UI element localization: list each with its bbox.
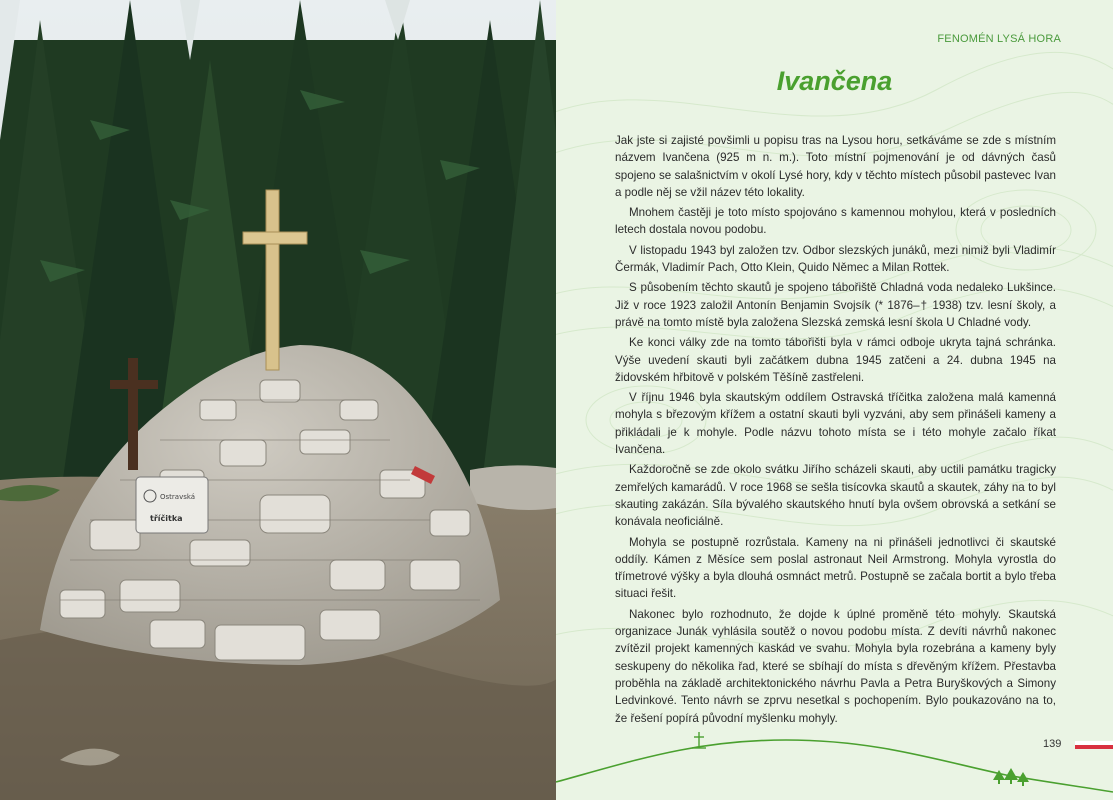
paragraph: V listopadu 1943 byl založen tzv. Odbor slezských junáků, mezi nimiž byli Vladimír Čermák, Vladimír Pach, Otto Klein, Quido Němec a Milan Rottek. (615, 243, 1056, 275)
stone-plaque (136, 477, 208, 533)
running-head: FENOMÉN LYSÁ HORA (937, 33, 1061, 45)
text-page (556, 0, 1113, 800)
plaque-line-1: Ostravská (160, 493, 196, 501)
cairn-photo-illustration (0, 0, 556, 800)
hill-decoration (556, 720, 1113, 800)
paragraph: Ke konci války zde na tomto tábořišti byla v rámci odboje ukryta tajná schránka. Výše uvedení skauti byli začátkem dubna 1945 zatčeni a 24. dubna 1945 na židovském hřbitově v polském Těšíně zastřeleni. (615, 336, 1056, 384)
paragraph: Mnohem častěji je toto místo spojováno s kamennou mohylou, která v posledních letech dostala novou podobu. (615, 206, 1056, 237)
page-number: 139 (1043, 738, 1062, 750)
trees-icon (993, 768, 1029, 786)
paragraph: V říjnu 1946 byla skautským oddílem Ostravská tříčitka založena malá kamenná mohyla s březovým křížem a ostatní skauti byli vyzváni, aby sem přinášeli kameny a přikládali je k mohyle. Podle názvu tohoto místa se i této mohyle začalo říkat Ivančena. (615, 391, 1056, 457)
paragraph: Jak jste si zajisté povšimli u popisu tras na Lysou horu, setkáváme se zde s místním názvem Ivančena (925 m n. m.). Toto místní pojmenování je od dávných časů spojeno se salašnictvím v okolí Lysé hory, kdy v těchto místech působil pastevec Ivan a podle něj se vžil název této lokality. (615, 134, 1056, 199)
article-body (615, 132, 1056, 730)
plaque-line-2: tříčitka (150, 514, 183, 523)
cairn-photograph (0, 0, 556, 800)
paragraph: Mohyla se postupně rozrůstala. Kameny na ni přinášeli jednotlivci či skautské oddíly. Kámen z Měsíce sem poslal astronaut Neil Armstrong. Mohyla vyrostla do třímetrové výšky a byla dlouhá osmnáct metrů. Postupně se začala bortit a bylo třeba situaci řešit. (615, 535, 1056, 601)
chapter-title: Ivančena (776, 66, 893, 96)
paragraph: Každoročně se zde okolo svátku Jiřího scházeli skauti, aby uctili památku tragicky zemřelých kamarádů. V roce 1968 se sešla tisícovka skautů a skautek, záhy na to byl skauting zakázán. Síla bývalého skautského hnutí byla ovšem obrovská a setkání se konávala neoficiálně. (615, 463, 1056, 529)
flag-tab (1075, 741, 1113, 749)
paragraph: S působením těchto skautů je spojeno tábořiště Chladná voda nedaleko Lukšince. Již v roce 1923 založil Antonín Benjamin Svojsík (* 1876–† 1938) tzv. lesní školy, a právě na tomto místě byla založena Slezská zemská lesní škola U Chladné vody. (615, 281, 1056, 329)
paragraph: Nakonec bylo rozhodnuto, že dojde k úplné proměně této mohyly. Skautská organizace Junák vyhlásila soutěž o novou podobu místa. Z devíti návrhů nakonec zvítězil projekt kamenných kaskád ve svahu. Mohyla byla rozebrána a kameny byly seskupeny do několika řad, které se sbíhají do místa s dřevěným křížem. Přestavba proběhla na základě architektonického návrhu Pavla a Petra Buryškových a Simony Ledvinkové. Tento návrh se zprvu nesetkal s pochopením. Bylo poukazováno na to, že řešení popírá původní myšlenku mohyly. (615, 607, 1056, 725)
